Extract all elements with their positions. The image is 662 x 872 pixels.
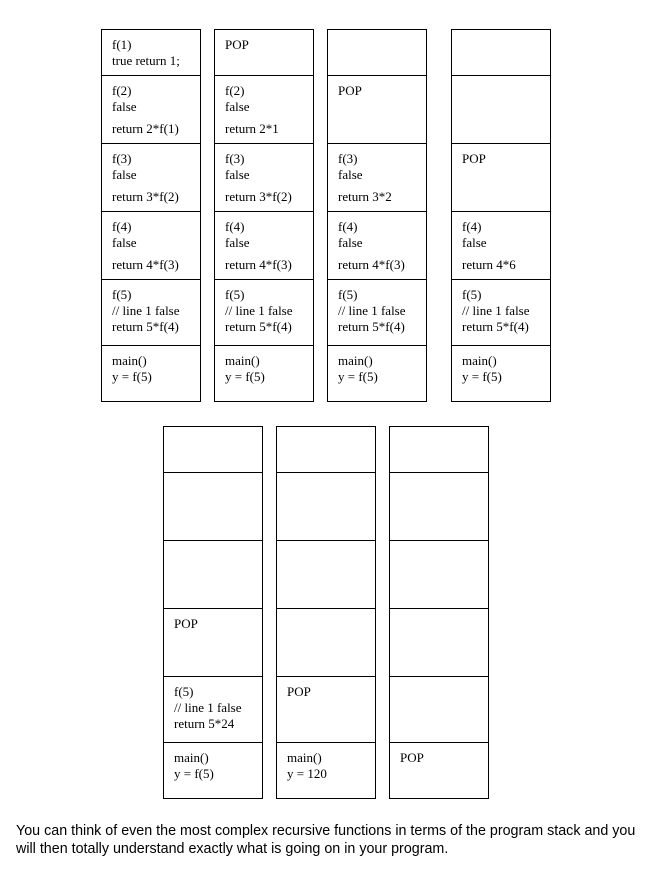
frame-line: return 5*f(4): [338, 319, 405, 334]
frame-line: // line 1 false: [462, 303, 530, 318]
stack-frame: [277, 743, 375, 799]
frame-line: return 5*f(4): [462, 319, 529, 334]
frame-line: f(3): [112, 151, 132, 166]
frame-line: f(1): [112, 37, 132, 52]
stack-snapshot: [327, 29, 427, 402]
frame-line: POP: [225, 37, 249, 52]
frame-line: y = f(5): [112, 369, 152, 384]
frame-line: return 4*f(3): [225, 257, 292, 272]
frame-line: return 5*f(4): [112, 319, 179, 334]
stack-frame: [452, 212, 550, 280]
frame-line: POP: [338, 83, 362, 98]
frame-line: false: [462, 235, 487, 250]
frame-line: f(2): [112, 83, 132, 98]
stack-frame: [102, 346, 200, 402]
frame-line: return 3*2: [338, 189, 392, 204]
stack-frame: [328, 346, 426, 402]
frame-line: f(5): [174, 684, 194, 699]
frame-line: return 3*f(2): [112, 189, 179, 204]
stack-frame: [215, 280, 313, 346]
stack-frame: [328, 280, 426, 346]
empty-frame: [164, 427, 262, 473]
empty-frame: [277, 541, 375, 609]
empty-frame: [277, 609, 375, 677]
pop-marker: [328, 76, 426, 144]
empty-frame: [390, 677, 488, 743]
stack-frame: [102, 144, 200, 212]
frame-line: return 4*f(3): [112, 257, 179, 272]
empty-frame: [390, 473, 488, 541]
frame-line: return 4*f(3): [338, 257, 405, 272]
frame-line: // line 1 false: [338, 303, 406, 318]
frame-line: return 2*1: [225, 121, 279, 136]
frame-line: main(): [287, 750, 322, 765]
stack-frame: [452, 346, 550, 402]
stack-snapshot: [101, 29, 201, 402]
frame-line: main(): [462, 353, 497, 368]
stack-frame: [164, 677, 262, 743]
stack-frame: [102, 30, 200, 76]
stack-snapshot: [214, 29, 314, 402]
frame-line: return 5*24: [174, 716, 235, 731]
stack-snapshot: [276, 426, 376, 799]
stack-frame: [452, 280, 550, 346]
stack-snapshot: [451, 29, 551, 402]
frame-line: y = 120: [287, 766, 327, 781]
stack-frame: [164, 743, 262, 799]
stack-frame: [102, 76, 200, 144]
stack-frame: [328, 144, 426, 212]
frame-line: f(4): [338, 219, 358, 234]
pop-marker: [390, 743, 488, 799]
frame-line: false: [112, 235, 137, 250]
stack-frame: [102, 212, 200, 280]
frame-line: POP: [462, 151, 486, 166]
frame-line: POP: [287, 684, 311, 699]
stack-frame: [215, 346, 313, 402]
frame-line: y = f(5): [174, 766, 214, 781]
frame-line: f(2): [225, 83, 245, 98]
frame-line: y = f(5): [225, 369, 265, 384]
stack-snapshot: [163, 426, 263, 799]
frame-line: y = f(5): [462, 369, 502, 384]
frame-line: false: [225, 235, 250, 250]
frame-line: false: [338, 235, 363, 250]
stack-frame: [215, 76, 313, 144]
frame-line: false: [225, 167, 250, 182]
frame-line: f(5): [462, 287, 482, 302]
caption-text: You can think of even the most complex recursive functions in terms of the program stack and you will then totally understand exactly what is going on in your program.: [16, 823, 636, 857]
empty-frame: [164, 473, 262, 541]
frame-line: false: [338, 167, 363, 182]
empty-frame: [328, 30, 426, 76]
stack-frame: [102, 280, 200, 346]
frame-line: y = f(5): [338, 369, 378, 384]
empty-frame: [452, 30, 550, 76]
stack-snapshot: [389, 426, 489, 799]
pop-marker: [215, 30, 313, 76]
frame-line: return 3*f(2): [225, 189, 292, 204]
pop-marker: [277, 677, 375, 743]
frame-line: f(3): [225, 151, 245, 166]
frame-line: f(5): [112, 287, 132, 302]
frame-line: false: [112, 167, 137, 182]
pop-marker: [164, 609, 262, 677]
empty-frame: [452, 76, 550, 144]
frame-line: main(): [225, 353, 260, 368]
stack-frame: [215, 212, 313, 280]
frame-line: POP: [174, 616, 198, 631]
frame-line: main(): [338, 353, 373, 368]
empty-frame: [390, 541, 488, 609]
frame-line: return 4*6: [462, 257, 516, 272]
frame-line: main(): [174, 750, 209, 765]
frame-line: f(4): [112, 219, 132, 234]
frame-line: false: [112, 99, 137, 114]
pop-marker: [452, 144, 550, 212]
frame-line: return 5*f(4): [225, 319, 292, 334]
frame-line: f(4): [462, 219, 482, 234]
frame-line: POP: [400, 750, 424, 765]
frame-line: f(3): [338, 151, 358, 166]
empty-frame: [164, 541, 262, 609]
frame-line: // line 1 false: [112, 303, 180, 318]
frame-line: // line 1 false: [225, 303, 293, 318]
empty-frame: [277, 427, 375, 473]
empty-frame: [390, 609, 488, 677]
frame-line: true return 1;: [112, 53, 180, 68]
frame-line: f(5): [338, 287, 358, 302]
frame-line: f(4): [225, 219, 245, 234]
frame-line: f(5): [225, 287, 245, 302]
stack-frame: [215, 144, 313, 212]
stack-frame: [328, 212, 426, 280]
frame-line: false: [225, 99, 250, 114]
empty-frame: [390, 427, 488, 473]
empty-frame: [277, 473, 375, 541]
frame-line: // line 1 false: [174, 700, 242, 715]
frame-line: return 2*f(1): [112, 121, 179, 136]
frame-line: main(): [112, 353, 147, 368]
